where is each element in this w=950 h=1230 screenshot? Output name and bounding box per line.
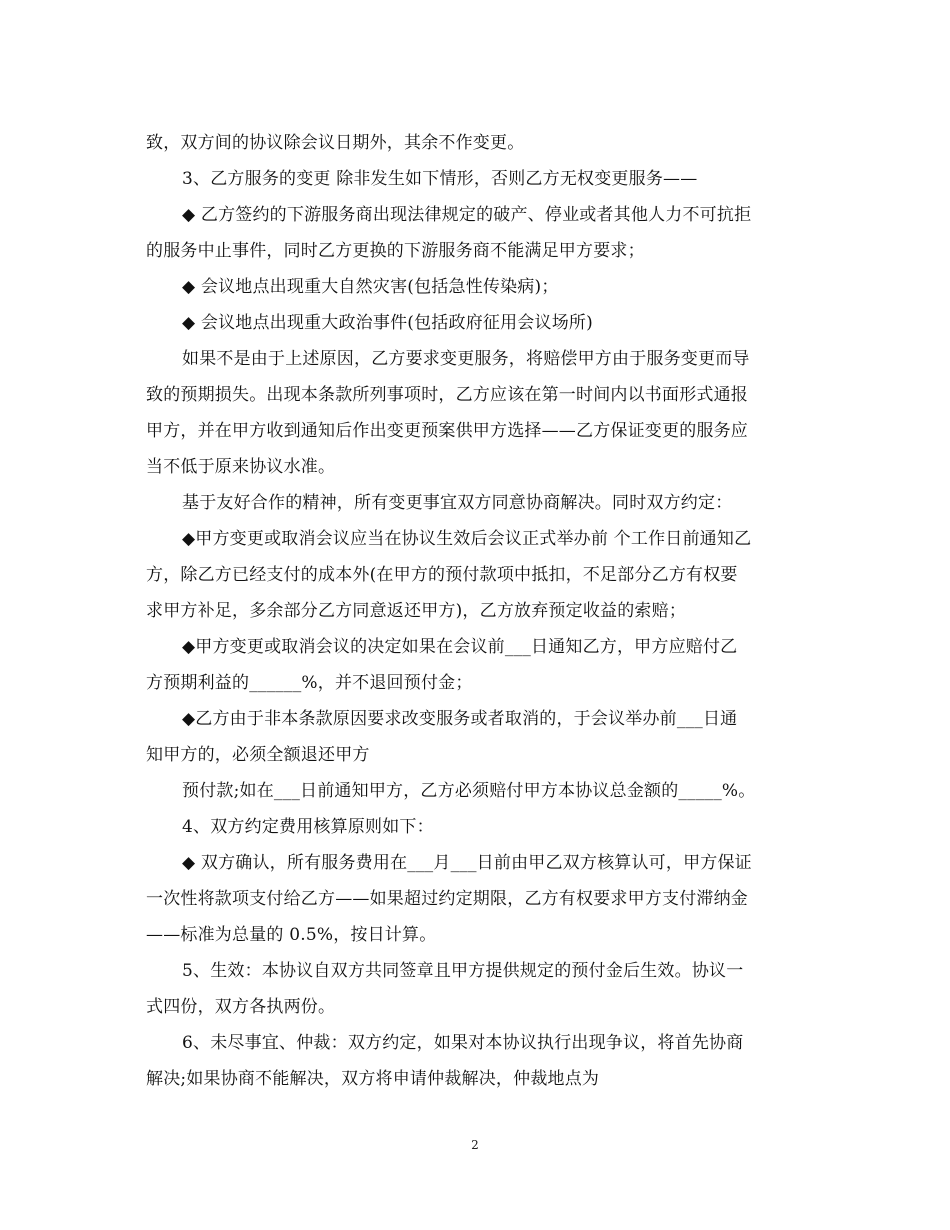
text-line: 方预期利益的______%，并不退回预付金； (146, 673, 473, 693)
text-line: 当不低于原来协议水准。 (146, 457, 336, 477)
text-line: 知甲方的，必须全额退还甲方 (146, 745, 370, 765)
text-line: 求甲方补足，多余部分乙方同意返还甲方)，乙方放弃预定收益的索赔； (146, 601, 687, 621)
paragraph-line: 如果不是由于上述原因，乙方要求变更服务，将赔偿甲方由于服务变更而导 (182, 349, 750, 369)
clause-4-heading: 4、双方约定费用核算原则如下： (182, 817, 434, 837)
page-number: 2 (471, 1138, 479, 1152)
bullet-item: ◆乙方由于非本条款原因要求改变服务或者取消的，于会议举办前___日通 (182, 709, 738, 729)
text-line: 致，双方间的协议除会议日期外，其余不作变更。 (146, 133, 525, 153)
text-line: 解决;如果协商不能解决，双方将申请仲裁解决，仲裁地点为 (146, 1069, 600, 1089)
document-body (146, 125, 806, 1097)
text-line: 的服务中止事件，同时乙方更换的下游服务商不能满足甲方要求； (146, 241, 645, 261)
text-line: 一次性将款项支付给乙方——如果超过约定期限，乙方有权要求甲方支付滞纳金 (146, 889, 748, 909)
bullet-item: ◆甲方变更或取消会议应当在协议生效后会议正式举办前 个工作日前通知乙 (182, 529, 752, 549)
paragraph-line: 预付款;如在___日前通知甲方，乙方必须赔付甲方本协议总金额的_____%。 (182, 781, 756, 801)
text-line: 方，除乙方已经支付的成本外(在甲方的预付款项中抵扣，不足部分乙方有权要 (146, 565, 738, 585)
text-line: 甲方，并在甲方收到通知后作出变更预案供甲方选择——乙方保证变更的服务应 (146, 421, 748, 441)
bullet-item: ◆ 乙方签约的下游服务商出现法律规定的破产、停业或者其他人力不可抗拒 (182, 205, 752, 225)
bullet-item: ◆甲方变更或取消会议的决定如果在会议前___日通知乙方，甲方应赔付乙 (182, 637, 738, 657)
clause-3-heading: 3、乙方服务的变更 除非发生如下情形，否则乙方无权变更服务—— (182, 169, 698, 189)
clause-5-heading: 5、生效：本协议自双方共同签章且甲方提供规定的预付金后生效。协议一 (182, 961, 744, 981)
bullet-item: ◆ 会议地点出现重大自然灾害(包括急性传染病)； (182, 277, 559, 297)
clause-6-heading: 6、未尽事宜、仲裁：双方约定，如果对本协议执行出现争议，将首先协商 (182, 1033, 744, 1053)
text-line: 致的预期损失。出现本条款所列事项时，乙方应该在第一时间内以书面形式通报 (146, 385, 748, 405)
text-line: 式四份，双方各执两份。 (146, 997, 336, 1017)
bullet-item: ◆ 双方确认，所有服务费用在___月___日前由甲乙双方核算认可，甲方保证 (182, 853, 752, 873)
paragraph-line: 基于友好合作的精神，所有变更事宜双方同意协商解决。同时双方约定： (182, 493, 733, 513)
text-line: ——标准为总量的 0.5%，按日计算。 (146, 925, 437, 945)
bullet-item: ◆ 会议地点出现重大政治事件(包括政府征用会议场所) (182, 313, 593, 333)
